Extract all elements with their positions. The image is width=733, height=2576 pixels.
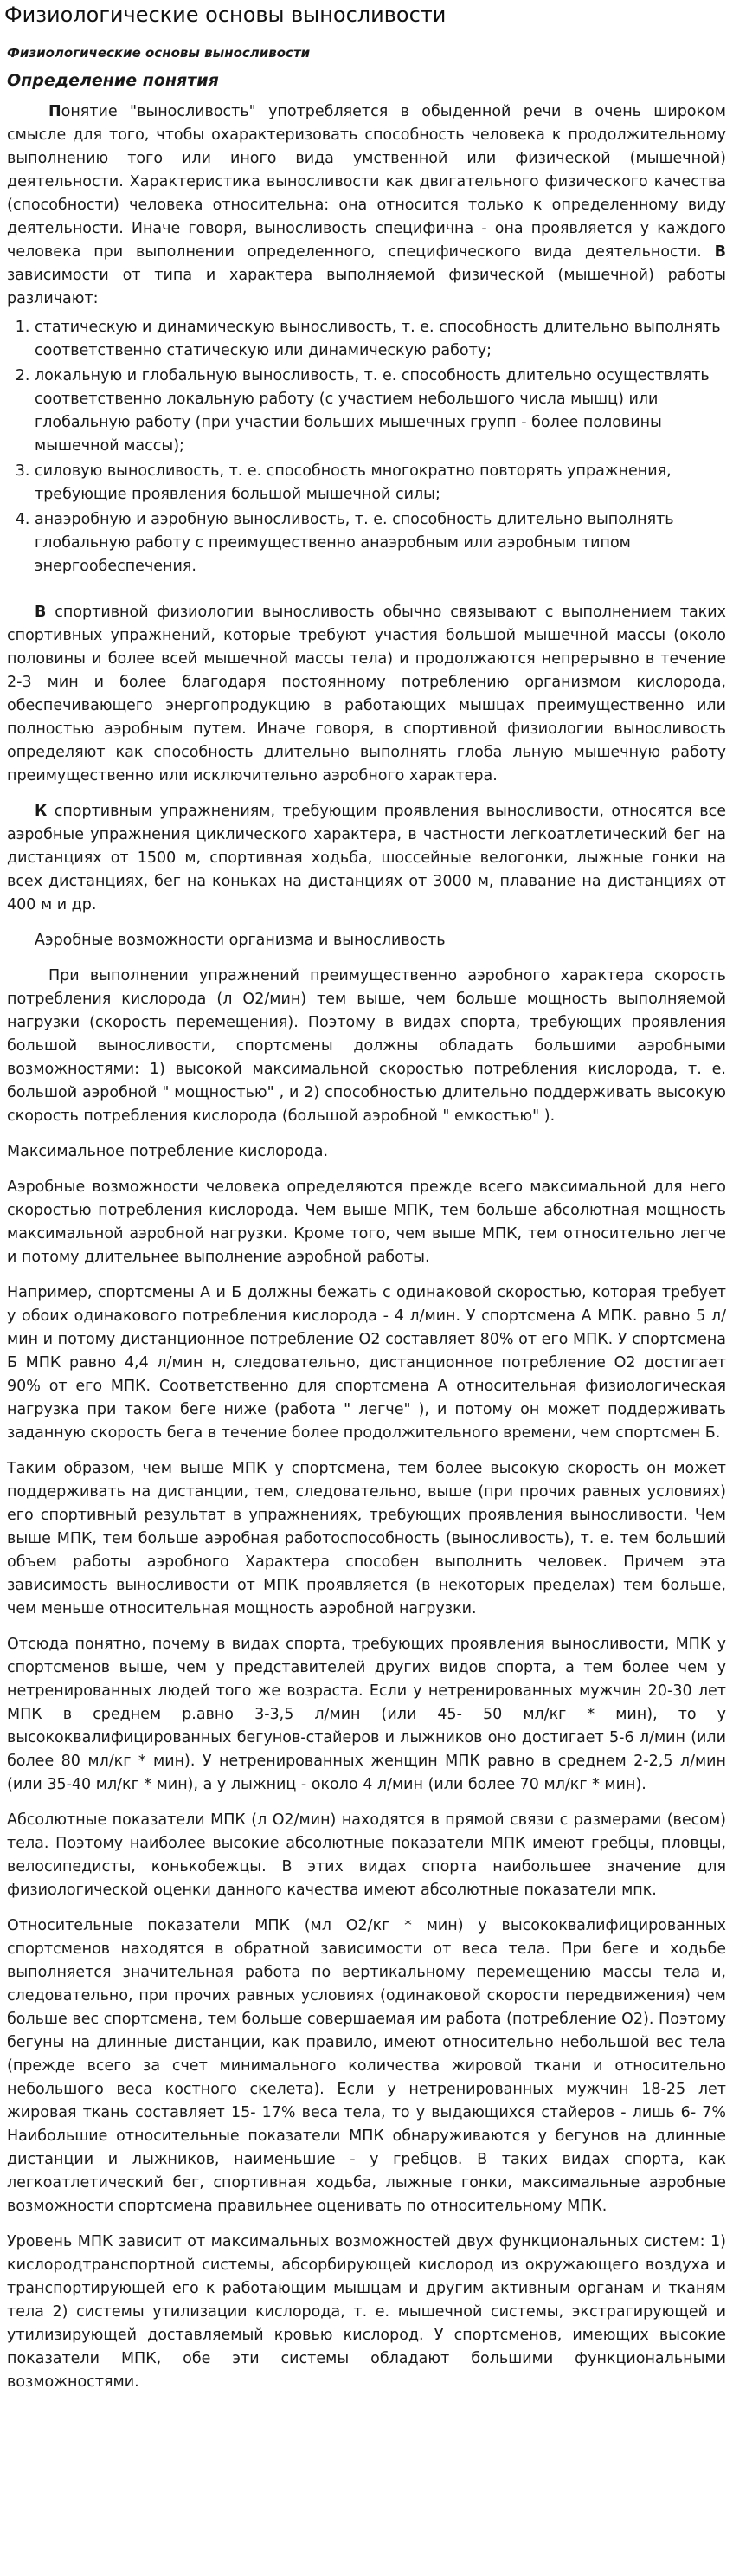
paragraph: Уровень МПК зависит от максимальных возможностей двух функциональных систем: 1) кислородтранспортной системы, абсорбирующей кислород из окружающего воздуха и транспортирующей его к работающим мышцам и другим активным органам и тканям тела 2) системы утилизации кислорода, т. е. мышечной системы, экстрагирующей и утилизирующей доставляемый кровью кислород. У спортсменов, имеющих высокие показатели МПК, обе эти системы обладают большими функциональными возможностями. [7,2233,726,2391]
paragraph: Отсюда понятно, почему в видах спорта, требующих проявления выносливости, МПК у спортсменов выше, чем у представителей других видов спорта, а тем более чем у нетренированных людей того же возраста. Если у нетренированных мужчин 20-30 лет МПК в среднем р.авно 3-3,5 л/мин (или 45- 50 мл/кг * мин), то у высококвалифицированных бегунов-стайеров и лыжников оно достигает 5-6 л/мин (или более 80 мл/кг * мин). У нетренированных женщин МПК равно в среднем 2-2,5 л/мин (или 35-40 мл/кг * мин), а у лыжниц - около 4 л/мин (или более 70 мл/кг * мин). [7,1636,726,1793]
paragraph-aerobic-intro: При выполнении упражнений преимущественно аэробного характера скорость потребления кислорода (л О2/мин) тем выше, чем больше мощность выполняемой нагрузки (скорость перемещения). Поэтому в видах спорта, требующих проявления большой выносливости, спортсмены должны обладать большими аэробными возможностями: 1) высокой максимальной скоростью потребления кислорода, т. е. большой аэробной " мощностью" , и 2) способностью длительно поддерживать высокую скорость потребления кислорода (большой аэробной " емкостью" ). [7,967,726,1125]
subsection-heading: Аэробные возможности организма и выносливость [35,932,446,949]
paragraph: Абсолютные показатели МПК (л О2/мин) находятся в прямой связи с размерами (весом) тела. Поэтому наиболее высокие абсолютные показатели МПК имеют гребцы, пловцы, велосипедисты, конькобежцы. В этих видах спорта наибольшее значение для физиологической оценки данного качества имеют абсолютные показатели мпк. [7,1811,726,1899]
section-heading: Определение понятия [7,71,219,90]
list-item: 3. силовую выносливость, т. е. способность многократно повторять упражнения, требующие проявления большой мышечной силы; [35,460,726,507]
paragraph: Таким образом, чем выше МПК у спортсмена, тем более высокую скорость он может поддерживать на дистанции, тем, следовательно, выше (при прочих равных условиях) его спортивный результат в упражнениях, требующих проявления выносливости. Чем выше МПК, тем больше аэробная работоспособность (выносливость), т. е. тем больший объем работы аэробного Характера способен выполнить человек. Причем эта зависимость выносливости от МПК проявляется (в некоторых пределах) тем больше, чем меньше относительная мощность аэробной нагрузки. [7,1460,726,1617]
bold-initial: В [714,243,726,261]
bold-initial: В [35,604,47,621]
vo2max-label: Максимальное потребление кислорода. [7,1143,329,1160]
article-subtitle: Физиологические основы выносливости [7,45,311,61]
list-item: 4. анаэробную и аэробную выносливость, т. е. способность длительно выполнять глобальную работу с преимущественно анаэробным или аэробным типом энергообеспечения. [35,508,726,578]
paragraph: Например, спортсмены А и Б должны бежать с одинаковой скоростью, которая требует у обоих одинакового потребления кислорода - 4 л/мин. У спортсмена А МПК. равно 5 л/мин и потому дистанционное потребление О2 составляет 80% от его МПК. У спортсмена Б МПК равно 4,4 л/мин н, следовательно, дистанционное потребление О2 достигает 90% от его МПК. Соответственно для спортсмена А относительная физиологическая нагрузка при таком беге ниже (работа " легче" ), и потому он может поддерживать заданную скорость бега в течение более продолжительного времени, чем спортсмен Б. [7,1284,726,1442]
bold-initial: К [35,803,48,820]
paragraph-definition [7,100,726,311]
endurance-types-list [7,316,726,578]
paragraph-text: зависимости от типа и характера выполняемой физической (мышечной) работы различают: [7,267,726,307]
paragraph-endurance-exercises [7,800,726,917]
list-item: 1. статическую и динамическую выносливость, т. е. способность длительно выполнять соответственно статическую или динамическую работу; [35,316,726,363]
list-item: 2. локальную и глобальную выносливость, т. е. способность длительно осуществлять соответственно локальную работу (с участием небольшого числа мышц) или глобальную работу (при участии больших мышечных групп - более половины мышечной массы); [35,365,726,458]
paragraph: Относительные показатели МПК (мл О2/кг * мин) у высококвалифицированных спортсменов находятся в обратной зависимости от веса тела. При беге и ходьбе выполняется значительная работа по вертикальному перемещению массы тела и, следовательно, при прочих равных условиях (одинаковой скорости передвижения) чем больше вес спортсмена, тем больше совершаемая им работа (потребление О2). Поэтому бегуны на длинные дистанции, как правило, имеют относительно небольшой вес тела (прежде всего за счет минимального количества жировой ткани и относительно небольшого веса костного скелета). Если у нетренированных мужчин 18-25 лет жировая ткань составляет 15- 17% веса тела, то у выдающихся стайеров - лишь 6- 7% Наибольшие относительные показатели МПК обнаруживаются у бегунов на длинные дистанции и лыжников, наименьшие - у гребцов. В таких видах спорта, как легкоатлетический бег, спортивная ходьба, лыжные гонки, максимальные аэробные возможности спортсмена правильнее оценивать по относительному МПК. [7,1917,726,2215]
paragraph-sports-physiology [7,601,726,788]
bold-initial: П [48,103,61,120]
paragraph-text: онятие "выносливость" употребляется в обыденной речи в очень широком смысле для того, чтобы охарактеризовать способность человека к продолжительному выполнению того или иного вида умственной или физической (мышечной) деятельности. Характеристика выносливости как двигательного физического качества (способности) человека относительна: она относится только к определенному виду деятельности. Иначе говоря, выносливость специфична - она проявляется у каждого человека при выполнении определенного, специфического вида деятельности. [7,103,726,261]
page-title: Физиологические основы выносливости [4,3,447,27]
paragraph-text: спортивным упражнениям, требующим проявления выносливости, относятся все аэробные упражнения циклического характера, в частности легкоатлетический бег на дистанциях от 1500 м, спортивная ходьба, шоссейные велогонки, лыжные гонки на всех дистанциях, бег на коньках на дистанциях от 3000 м, плавание на дистанциях от 400 м и др. [7,803,726,914]
paragraph-text: спортивной физиологии выносливость обычно связывают с выполнением таких спортивных упражнений, которые требуют участия большой мышечной массы (около половины и более всей мышечной массы тела) и продолжаются непрерывно в течение 2-3 мин и более благодаря постоянному потреблению организмом кислорода, обеспечивающего энергопродукцию в работающих мышцах преимущественно или полностью аэробным путем. Иначе говоря, в спортивной физиологии выносливость определяют как способность длительно выполнять глоба льную мышечную работу преимущественно или исключительно аэробного характера. [7,604,726,784]
paragraph: Аэробные возможности человека определяются прежде всего максимальной для него скоростью потребления кислорода. Чем выше МПК, тем больше абсолютная мощность максимальной аэробной нагрузки. Кроме того, чем выше МПК, тем относительно легче и потому длительнее выполнение аэробной работы. [7,1178,726,1266]
